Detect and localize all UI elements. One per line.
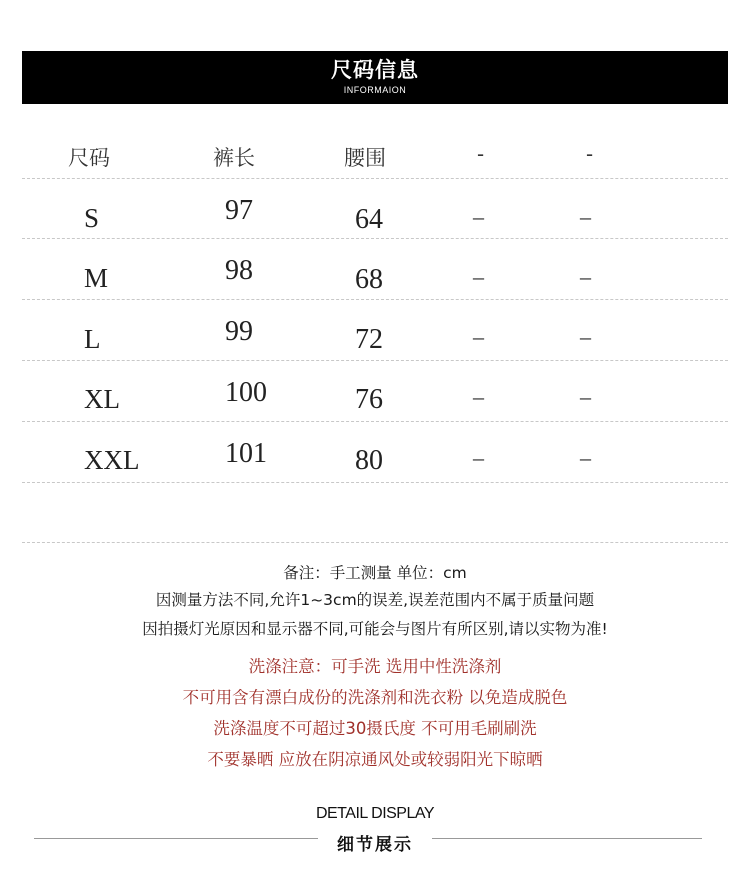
empty-cell: –	[580, 324, 591, 349]
empty-cell: –	[473, 384, 484, 409]
empty-cell: –	[580, 204, 591, 229]
size-cell: XXL	[84, 445, 140, 475]
wash-line-4: 不要暴晒 应放在阴凉通风处或较弱阳光下晾晒	[207, 750, 543, 769]
error-note-line: 因测量方法不同,允许1~3cm的误差,误差范围内不属于质量问题	[155, 591, 595, 609]
waist-cell: 64	[355, 204, 383, 235]
row-divider	[22, 299, 728, 300]
row-divider	[22, 178, 728, 179]
wash-line-1: 洗涤注意：可手洗 选用中性洗涤剂	[248, 657, 502, 676]
detail-heading-english: DETAIL DISPLAY	[315, 805, 435, 822]
empty-cell: –	[473, 445, 484, 470]
row-divider	[22, 482, 728, 483]
section-title: 尺码信息	[331, 58, 419, 82]
length-cell: 100	[225, 377, 267, 408]
empty-cell: –	[473, 204, 484, 229]
row-divider	[22, 542, 728, 543]
column-header-waist: 腰围	[344, 146, 386, 170]
waist-cell: 68	[355, 264, 383, 295]
waist-cell: 76	[355, 384, 383, 415]
column-header-size: 尺码	[68, 146, 110, 170]
size-cell: S	[84, 203, 100, 233]
size-cell: XL	[84, 384, 120, 414]
size-cell: M	[84, 263, 109, 293]
row-divider	[22, 238, 728, 239]
length-cell: 97	[225, 195, 253, 226]
remark-line: 备注：手工测量 单位：cm	[283, 564, 467, 582]
waist-cell: 80	[355, 445, 383, 476]
row-divider	[22, 360, 728, 361]
section-subtitle: INFORMAION	[343, 85, 407, 95]
length-cell: 98	[225, 255, 253, 286]
detail-heading-chinese: 细节展示	[337, 835, 413, 855]
column-header-empty-2: -	[586, 142, 594, 166]
display-note-line: 因拍摄灯光原因和显示器不同,可能会与图片有所区别,请以实物为准!	[142, 620, 608, 638]
wash-line-3: 洗涤温度不可超过30摄氏度 不可用毛刷刷洗	[213, 719, 537, 738]
length-cell: 99	[225, 316, 253, 347]
section-header-size-info	[22, 51, 728, 104]
waist-cell: 72	[355, 324, 383, 355]
size-cell: L	[84, 324, 101, 354]
empty-cell: –	[580, 264, 591, 289]
column-header-length: 裤长	[213, 146, 255, 170]
row-divider	[22, 421, 728, 422]
empty-cell: –	[580, 445, 591, 470]
empty-cell: –	[473, 324, 484, 349]
empty-cell: –	[473, 264, 484, 289]
wash-line-2: 不可用含有漂白成份的洗涤剂和洗衣粉 以免造成脱色	[182, 688, 568, 707]
length-cell: 101	[225, 438, 267, 469]
empty-cell: –	[580, 384, 591, 409]
column-header-empty-1: -	[477, 142, 485, 166]
